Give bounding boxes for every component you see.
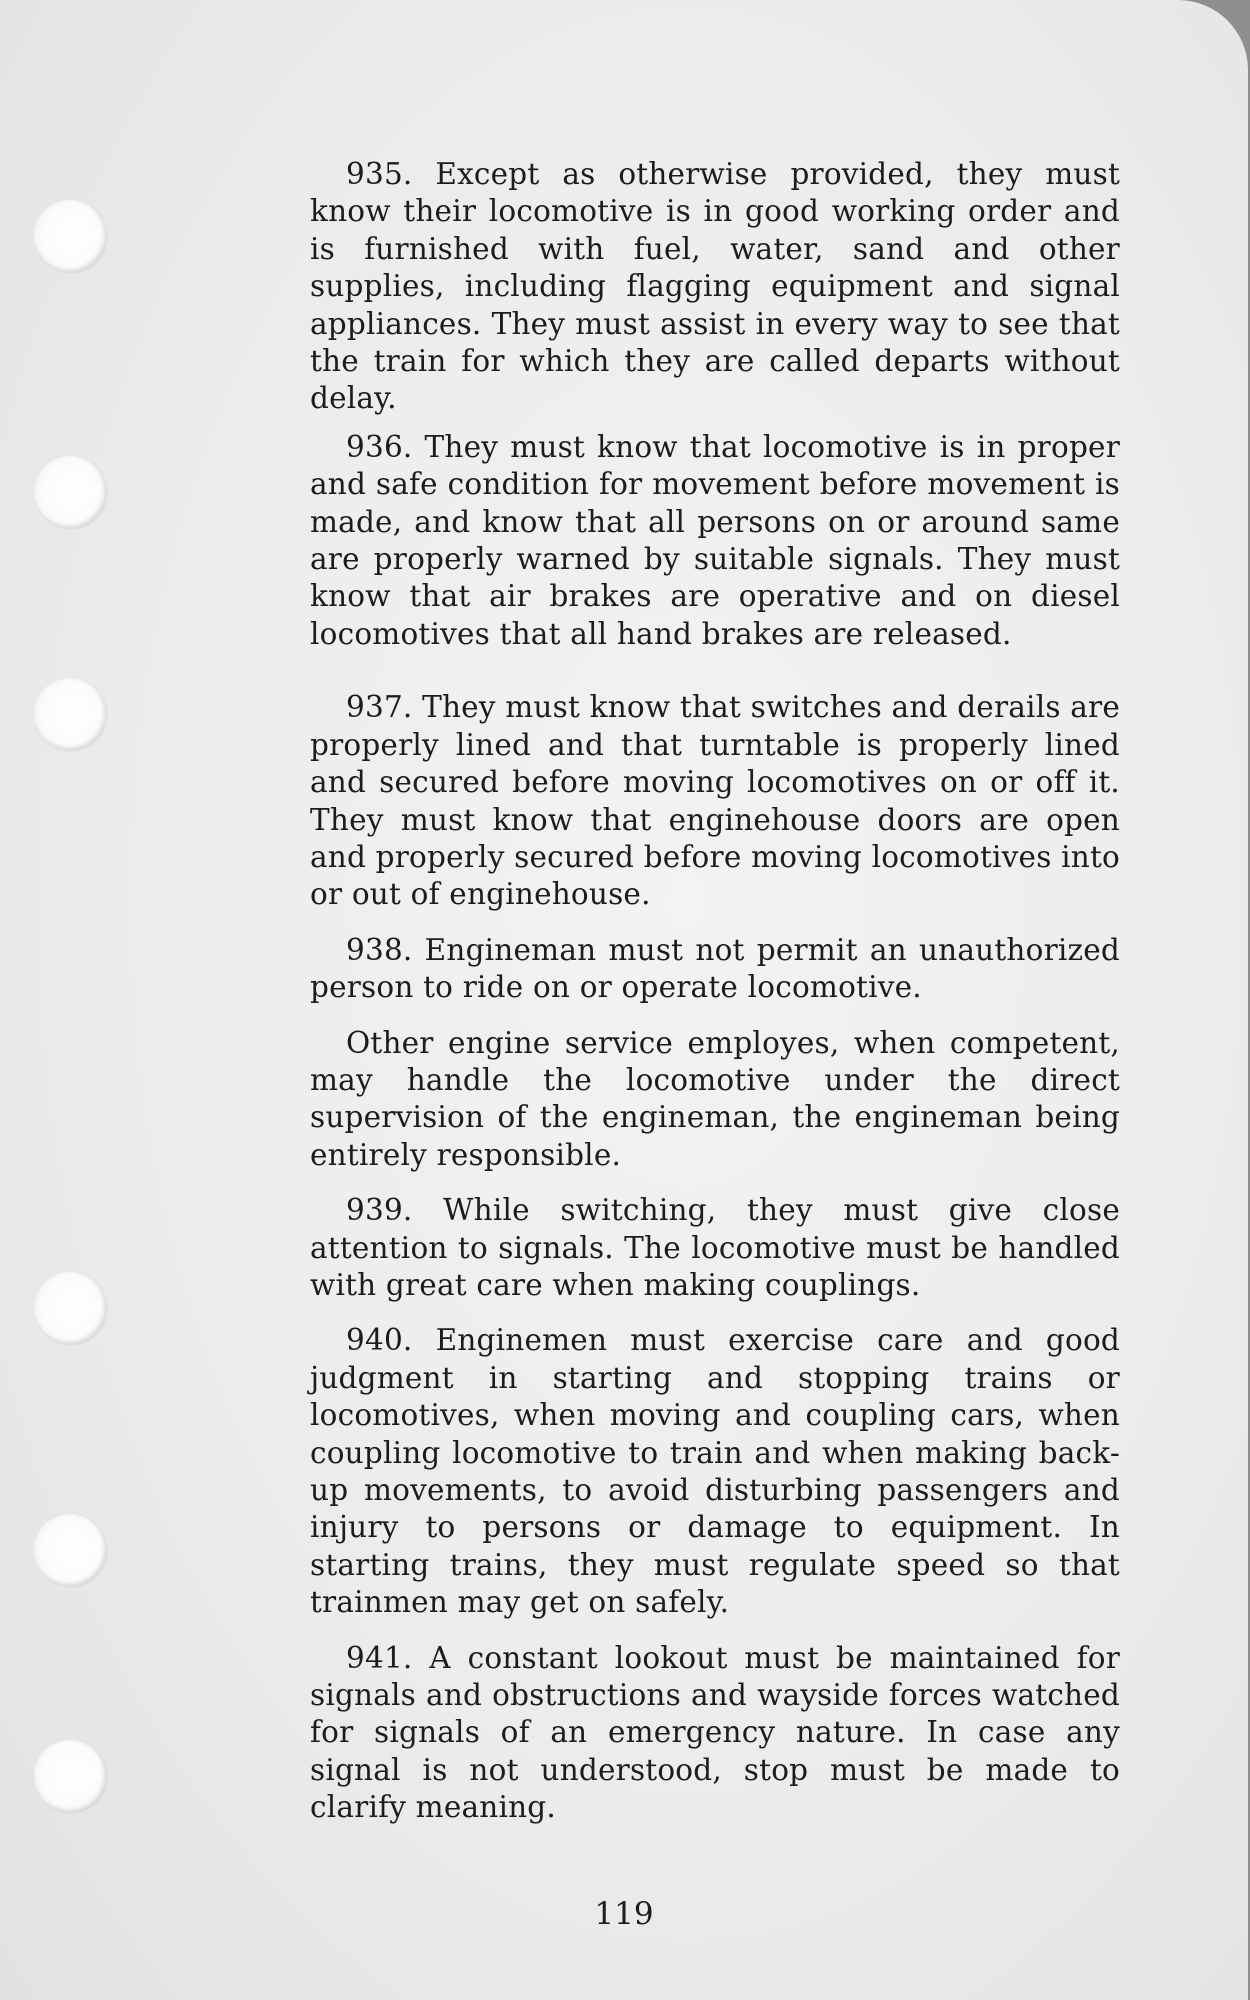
rule-938-paragraph: 938. Engineman must not permit an unauthorized person to ride on or operate locomotive. <box>310 932 1120 1005</box>
rule-text-block <box>310 156 1120 1827</box>
rule-940-paragraph: 940. Enginemen must exercise care and good judgment in starting and stopping trains or locomotives, when moving and coupling cars, when coupling locomotive to train and when making back-up movements, to avoid disturbing passengers and injury to persons or damage to equipment. In starting trains, they must regulate speed so that trainmen may get on safely. <box>310 1323 1120 1620</box>
binder-hole <box>34 200 106 272</box>
page-number: 119 <box>594 1896 654 1932</box>
binder-hole <box>34 678 106 750</box>
rule-937-paragraph: 937. They must know that switches and derails are properly lined and that turntable is properly lined and secured before moving locomotives on or off it. They must know that enginehouse doors are open and properly secured before moving locomotives into or out of enginehouse. <box>310 690 1120 912</box>
binder-hole <box>34 1740 106 1812</box>
binder-hole <box>34 1514 106 1586</box>
binder-hole <box>34 1272 106 1344</box>
rule-941-paragraph: 941. A constant lookout must be maintained for signals and obstructions and wayside forces watched for signals of an emergency nature. In case any signal is not understood, stop must be made to clarify meaning. <box>310 1640 1120 1825</box>
rule-939-paragraph: 939. While switching, they must give close attention to signals. The locomotive must be handled with great care when making couplings. <box>310 1193 1120 1302</box>
rule-935-paragraph: 935. Except as otherwise provided, they must know their locomotive is in good working order and is furnished with fuel, water, sand and other supplies, including flagging equipment and signal appliances. They must assist in every way to see that the train for which they are called departs without delay. <box>310 157 1120 416</box>
binder-hole <box>34 456 106 528</box>
engine-service-employes-paragraph: Other engine service employes, when competent, may handle the locomotive under the direct supervision of the engineman, the engineman being entirely responsible. <box>310 1025 1120 1172</box>
rule-936-paragraph: 936. They must know that locomotive is in proper and safe condition for movement before movement is made, and know that all persons on or around same are properly warned by suitable signals. They must know that air brakes are operative and on diesel locomotives that all hand brakes are released. <box>310 429 1120 651</box>
